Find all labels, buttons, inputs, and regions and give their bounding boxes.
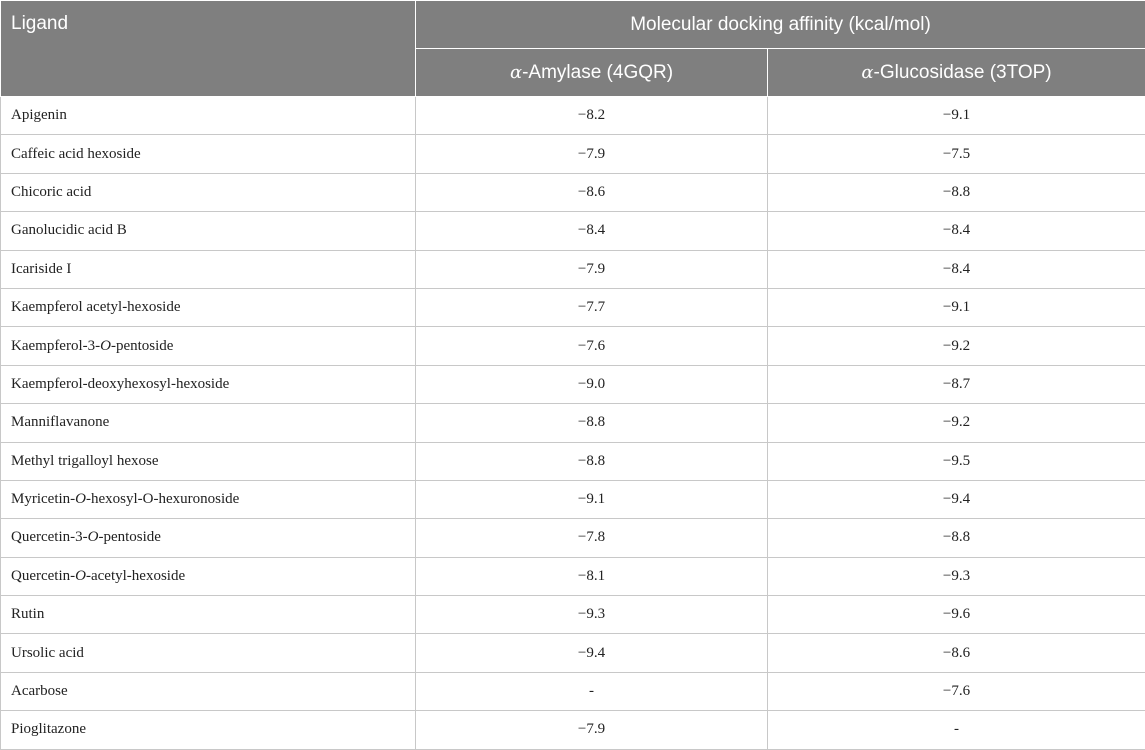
ligand-name-cell	[1, 480, 416, 518]
glucosidase-affinity-cell: −8.4	[768, 250, 1145, 288]
amylase-affinity-cell: −7.9	[416, 250, 768, 288]
header-ligand: Ligand	[1, 1, 416, 97]
ligand-name-cell	[1, 404, 416, 442]
table-row	[1, 404, 1145, 442]
header-glucosidase	[768, 49, 1145, 97]
amylase-affinity-cell: −9.1	[416, 480, 768, 518]
table-row	[1, 711, 1145, 749]
table-row	[1, 288, 1145, 326]
table-body	[1, 97, 1145, 750]
ligand-name-text: Rutin	[11, 606, 45, 623]
ligand-name-text: Quercetin-	[11, 567, 76, 584]
amylase-affinity-cell: −8.1	[416, 557, 768, 595]
ligand-name-text: -hexosyl-O-hexuronoside	[86, 491, 240, 508]
ligand-name-text: Pioglitazone	[11, 721, 86, 738]
amylase-affinity-cell: −8.4	[416, 212, 768, 250]
table-row	[1, 212, 1145, 250]
ligand-name-text: Ursolic acid	[11, 644, 84, 661]
glucosidase-affinity-cell: -	[768, 711, 1145, 749]
ligand-name-cell	[1, 97, 416, 135]
table-row	[1, 480, 1145, 518]
table-row	[1, 135, 1145, 173]
glucosidase-affinity-cell: −9.2	[768, 404, 1145, 442]
table-header	[1, 1, 1145, 97]
ligand-name-italic: O	[100, 337, 111, 354]
ligand-name-italic: O	[75, 567, 86, 584]
table-row	[1, 365, 1145, 403]
header-glucosidase-label: -Glucosidase (3TOP)	[873, 61, 1052, 83]
glucosidase-affinity-cell: −9.5	[768, 442, 1145, 480]
ligand-name-text: Methyl trigalloyl hexose	[11, 452, 159, 469]
ligand-name-text: Kaempferol-3-	[11, 337, 101, 354]
ligand-name-cell	[1, 519, 416, 557]
ligand-name-text: -pentoside	[110, 337, 174, 354]
ligand-name-text: Kaempferol acetyl-hexoside	[11, 299, 181, 316]
ligand-name-cell	[1, 711, 416, 749]
table-row	[1, 250, 1145, 288]
ligand-name-text: -pentoside	[98, 529, 161, 546]
header-glucosidase-greek: α	[861, 61, 874, 83]
glucosidase-affinity-cell: −9.1	[768, 288, 1145, 326]
glucosidase-affinity-cell: −9.3	[768, 557, 1145, 595]
ligand-name-italic: O	[75, 491, 86, 508]
glucosidase-affinity-cell: −8.4	[768, 212, 1145, 250]
ligand-name-text: Kaempferol-deoxyhexosyl-hexoside	[11, 375, 230, 392]
glucosidase-affinity-cell: −9.2	[768, 327, 1145, 365]
ligand-name-cell	[1, 672, 416, 710]
ligand-name-cell	[1, 442, 416, 480]
table-row	[1, 596, 1145, 634]
amylase-affinity-cell: −8.8	[416, 442, 768, 480]
amylase-affinity-cell: −8.8	[416, 404, 768, 442]
glucosidase-affinity-cell: −8.8	[768, 519, 1145, 557]
glucosidase-affinity-cell: −7.5	[768, 135, 1145, 173]
glucosidase-affinity-cell: −9.6	[768, 596, 1145, 634]
amylase-affinity-cell: −7.9	[416, 135, 768, 173]
ligand-name-italic: O	[87, 529, 99, 546]
amylase-affinity-cell: −8.2	[416, 97, 768, 135]
amylase-affinity-cell: −9.4	[416, 634, 768, 672]
table-row	[1, 634, 1145, 672]
glucosidase-affinity-cell: −8.7	[768, 365, 1145, 403]
table-row	[1, 442, 1145, 480]
ligand-name-text: Ganolucidic acid B	[11, 222, 127, 239]
amylase-affinity-cell: −7.7	[416, 288, 768, 326]
header-amylase	[416, 49, 768, 97]
table-row	[1, 97, 1145, 135]
header-amylase-greek: α	[509, 61, 523, 83]
ligand-name-cell	[1, 365, 416, 403]
amylase-affinity-cell: -	[416, 672, 768, 710]
ligand-name-text: Icariside I	[11, 260, 72, 277]
amylase-affinity-cell: −7.6	[416, 327, 768, 365]
ligand-name-text: Apigenin	[11, 107, 67, 124]
header-amylase-label: -Amylase (4GQR)	[522, 61, 674, 83]
header-docking-affinity: Molecular docking affinity (kcal/mol)	[416, 1, 1145, 49]
table-row	[1, 672, 1145, 710]
ligand-name-text: Quercetin-3-	[11, 529, 88, 546]
glucosidase-affinity-cell: −8.6	[768, 634, 1145, 672]
ligand-name-text: -acetyl-hexoside	[85, 567, 186, 584]
ligand-name-cell	[1, 327, 416, 365]
amylase-affinity-cell: −9.0	[416, 365, 768, 403]
ligand-name-text: Manniflavanone	[11, 414, 110, 431]
glucosidase-affinity-cell: −8.8	[768, 173, 1145, 211]
table-row	[1, 519, 1145, 557]
ligand-name-cell	[1, 135, 416, 173]
table-row	[1, 327, 1145, 365]
ligand-name-cell	[1, 557, 416, 595]
glucosidase-affinity-cell: −7.6	[768, 672, 1145, 710]
table-row	[1, 173, 1145, 211]
amylase-affinity-cell: −7.9	[416, 711, 768, 749]
amylase-affinity-cell: −7.8	[416, 519, 768, 557]
ligand-name-text: Caffeic acid hexoside	[11, 145, 141, 162]
ligand-name-text: Acarbose	[11, 683, 68, 700]
glucosidase-affinity-cell: −9.4	[768, 480, 1145, 518]
amylase-affinity-cell: −8.6	[416, 173, 768, 211]
glucosidase-affinity-cell: −9.1	[768, 97, 1145, 135]
ligand-name-cell	[1, 288, 416, 326]
table-row	[1, 557, 1145, 595]
ligand-name-cell	[1, 212, 416, 250]
ligand-name-text: Myricetin-	[11, 491, 76, 508]
ligand-name-cell	[1, 250, 416, 288]
ligand-name-text: Chicoric acid	[11, 183, 92, 200]
ligand-name-cell	[1, 596, 416, 634]
ligand-name-cell	[1, 173, 416, 211]
ligand-name-cell	[1, 634, 416, 672]
amylase-affinity-cell: −9.3	[416, 596, 768, 634]
